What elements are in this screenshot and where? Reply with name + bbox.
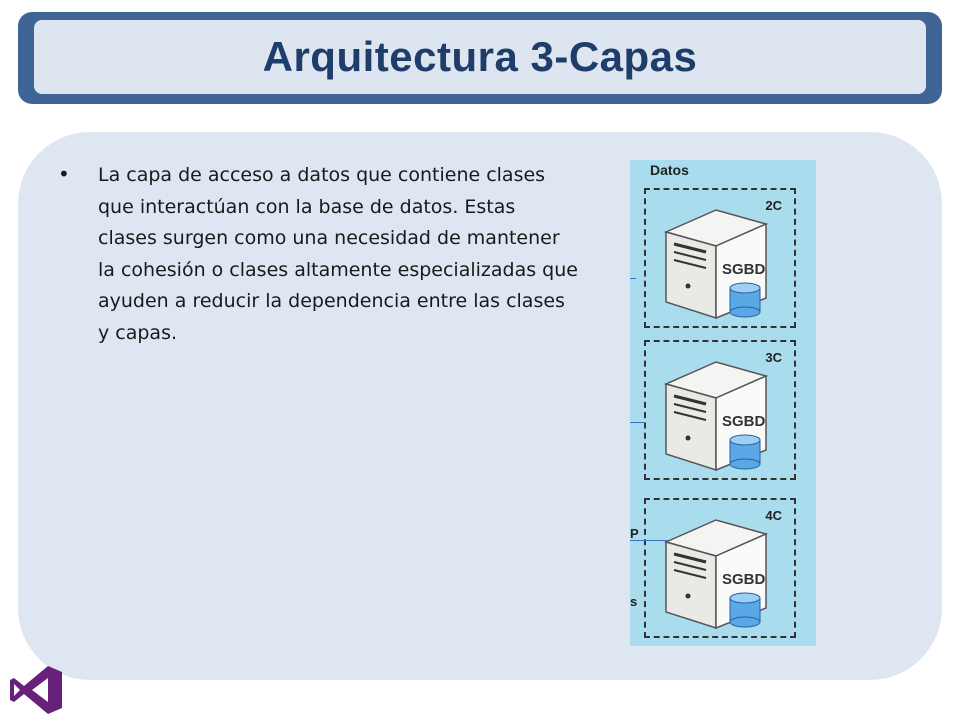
title-frame: [18, 12, 942, 104]
tier-label: 4C: [765, 508, 782, 523]
database-icon: [730, 283, 760, 317]
title-box: [34, 20, 926, 94]
database-icon: [730, 435, 760, 469]
server-label: SGBD: [722, 571, 766, 588]
server-icon: [656, 512, 776, 632]
server-label: SGBD: [722, 413, 766, 430]
bullet-text: La capa de acceso a datos que contiene clases que interactúan con la base de datos. Estas clases surgen como una necesidad de mantener la cohesión o clases altamente especializadas que ayuden a reducir la dependencia entre las clases y capas.: [98, 164, 578, 344]
server-icon: [656, 354, 776, 474]
cropped-mark: s: [630, 594, 638, 609]
server-icon: [656, 202, 776, 322]
tier-box-3c: [644, 340, 796, 480]
tier-label: 3C: [765, 350, 782, 365]
database-icon: [730, 593, 760, 627]
diagram-section-label: Datos: [650, 162, 689, 178]
bullet-icon: •: [58, 162, 70, 186]
tier-box-2c: [644, 188, 796, 328]
visual-studio-logo-icon: [8, 664, 64, 716]
tier-label: 2C: [765, 198, 782, 213]
connector-line: [630, 278, 636, 279]
slide-title: Arquitectura 3-Capas: [262, 33, 698, 80]
tier-box-4c: [644, 498, 796, 638]
connector-line: [630, 422, 644, 423]
architecture-diagram: [630, 160, 816, 646]
cropped-mark: P: [630, 526, 639, 541]
server-label: SGBD: [722, 261, 766, 278]
